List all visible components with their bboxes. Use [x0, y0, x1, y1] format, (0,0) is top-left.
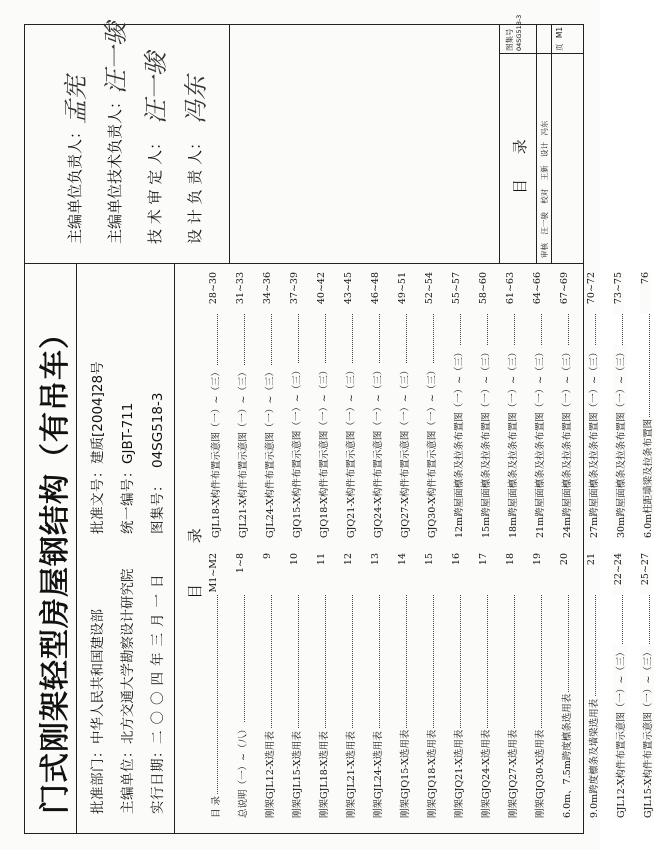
toc-entry [389, 553, 416, 818]
toc-entry [335, 272, 362, 538]
tb-atlas-value: 04SG518-3 [515, 14, 523, 51]
toc-entry-pages: 17 [478, 553, 489, 595]
toc-entry-pages: 73~75 [613, 272, 624, 314]
strip-col-line [499, 53, 584, 54]
strip-row-line [536, 24, 537, 264]
atlas-number [146, 393, 166, 534]
toc-entry-title: 18m跨屋面檩条及拉条布置图（一）~（三） [505, 345, 519, 538]
toc-left-column [200, 553, 659, 818]
strip-top-line [499, 24, 500, 264]
toc-entry-pages: 25~27 [640, 553, 651, 595]
signature-role: 技 术 审 定 人： [146, 134, 164, 244]
toc-entry-pages: 20 [559, 553, 570, 595]
toc-entry [200, 553, 227, 818]
toc-entry-pages: 11 [316, 553, 327, 595]
toc-entry-title: 6.0m柱距墙梁及拉条布置图 [640, 417, 654, 538]
toc-entry-title: GJQ18-X构件布置示意图（一）~（三） [316, 364, 330, 538]
toc-entry [308, 272, 335, 538]
toc-entry-title: 刚架GJQ24-X选用表 [478, 728, 492, 818]
toc-entry-pages: 49~51 [397, 272, 408, 314]
toc-entry-title: 刚架GJL15-X选用表 [289, 729, 303, 818]
effective-date-label: 实行日期： [150, 744, 166, 814]
atlas-number-value: 04SG518-3 [150, 392, 166, 468]
tb-page-label: 页 [555, 43, 564, 51]
toc-entry-pages: 31~33 [235, 272, 246, 314]
toc-entry [470, 272, 497, 538]
toc-entry [443, 553, 470, 818]
toc-entry [605, 553, 632, 818]
toc-entry-pages: 61~63 [505, 272, 516, 314]
toc-entry-title: GJQ30-X构件布置示意图（一）~（三） [424, 364, 438, 538]
signature-row [102, 22, 130, 244]
toc-entry-pages: 55~57 [451, 272, 462, 314]
toc-entry-title: GJQ24-X构件布置示意图（一）~（三） [370, 364, 384, 538]
toc-entry-title: 15m跨屋面檩条及拉条布置图（一）~（三） [478, 345, 492, 538]
toc-entry [551, 553, 578, 818]
toc-entry-pages: 18 [505, 553, 516, 595]
approval-doc [86, 361, 106, 534]
approval-doc-value: 建质[2004]28号 [90, 361, 106, 464]
toc-entry-title: 刚架GJQ15-X选用表 [397, 728, 411, 818]
toc-entry-pages: 19 [532, 553, 543, 595]
signature-row [62, 44, 90, 244]
toc-entry-title: GJQ27-X构件布置示意图（一）~（三） [397, 364, 411, 538]
toc-entry [281, 272, 308, 538]
toc-entry [335, 553, 362, 818]
toc-entry [416, 272, 443, 538]
approval-dept-label: 批准部门： [90, 744, 106, 814]
unified-code-value: GJBT-711 [120, 402, 136, 464]
toc-entry-pages: 21 [586, 553, 597, 595]
toc-entry-pages: 34~36 [262, 272, 273, 314]
toc-entry-pages: 16 [451, 553, 462, 595]
atlas-number-label: 图集号： [150, 478, 166, 534]
signature-row [142, 44, 170, 244]
toc-entry [497, 553, 524, 818]
title-block-review [539, 121, 550, 258]
toc-entry-title: 刚架GJL24-X选用表 [370, 729, 384, 818]
toc-entry-title: GJQ21-X构件布置示意图（一）~（三） [343, 364, 357, 538]
toc-entry-pages: 13 [370, 553, 381, 595]
toc-entry [362, 272, 389, 538]
approval-dept-value: 中华人民共和国建设部 [90, 609, 106, 744]
toc-entry [578, 272, 605, 538]
unified-code-label: 统一编号： [120, 464, 136, 534]
toc-entry-pages: 37~39 [289, 272, 300, 314]
toc-entry [497, 272, 524, 538]
approval-doc-label: 批准文号： [90, 464, 106, 534]
toc-entry [632, 553, 659, 818]
toc-entry [470, 553, 497, 818]
toc-entry-pages: 1~8 [235, 553, 246, 595]
handwritten-signature: 冯东 [182, 76, 210, 124]
handwritten-signature: 汪一骏 [142, 52, 170, 124]
title-block-atlas [504, 15, 523, 51]
toc-heading: 目 录 [186, 510, 204, 599]
strip-row-line-2 [551, 24, 552, 264]
toc-entry-pages: 52~54 [424, 272, 435, 314]
toc-entry-pages: M1~M2 [208, 553, 219, 595]
toc-entry [227, 272, 254, 538]
toc-entry-title: GJL21-X构件布置示意图（一）~（三） [235, 365, 249, 538]
toc-entry-pages: 43~45 [343, 272, 354, 314]
toc-entry-pages: 9 [262, 553, 273, 595]
signature-column-divider [24, 263, 584, 264]
tb-page-value: M1 [555, 26, 564, 39]
signature-role: 主编单位负责人： [66, 123, 84, 244]
toc-entry-title: GJL12-X构件布置示意图（一）~（三） [613, 645, 627, 818]
main-title: 门式刚架轻型房屋钢结构（有吊车） [38, 318, 73, 814]
toc-entry-pages: 12 [343, 553, 354, 595]
toc-right-column [200, 272, 659, 538]
toc-entry [362, 553, 389, 818]
editor-unit [116, 569, 136, 815]
review-name: 汪一骏 [540, 212, 549, 235]
toc-entry-title: GJL18-X构件布置示意图（一）~（三） [208, 365, 222, 538]
review-label: 审核 [540, 243, 549, 258]
toc-entry-pages: 76 [640, 272, 651, 314]
design-name: 冯东 [540, 120, 549, 136]
toc-entry-title: 9.0m跨度檩条及墙梁选用表 [586, 697, 600, 818]
toc-entry-title: 刚架GJQ27-X选用表 [505, 728, 519, 818]
toc-entry [254, 553, 281, 818]
design-label: 设计 [540, 141, 549, 157]
toc-entry [524, 553, 551, 818]
toc-entry-title: 27m跨屋面檩条及拉条布置图（一）~（三） [586, 345, 600, 538]
handwritten-signature: 孟宪 [62, 76, 90, 124]
toc-entry-title: GJL15-X构件布置示意图（一）~（三） [640, 645, 654, 818]
toc-entry [227, 553, 254, 818]
signature-bottom-line [229, 24, 230, 264]
check-name: 王新 [540, 165, 549, 181]
handwritten-signature: 汪一骏 [102, 22, 130, 94]
toc-entry [416, 553, 443, 818]
toc-entry [281, 553, 308, 818]
unified-code [116, 403, 136, 534]
toc-entry-title: 刚架GJL12-X选用表 [262, 729, 276, 818]
editor-unit-value: 北方交通大学勘察设计研究院 [120, 568, 136, 744]
toc-entry [308, 553, 335, 818]
toc-entry-pages: 46~48 [370, 272, 381, 314]
toc-entry-title: GJQ15-X构件布置示意图（一）~（三） [289, 364, 303, 538]
toc-entry [551, 272, 578, 538]
editor-unit-label: 主编单位： [120, 744, 136, 814]
toc-entry-title: GJL24-X构件布置示意图（一）~（三） [262, 365, 276, 538]
tb-atlas-label: 图集号 [505, 28, 514, 51]
toc-entry-pages: 15 [424, 553, 435, 595]
toc-entry-pages: 28~30 [208, 272, 219, 314]
toc-entry [632, 272, 659, 538]
toc-entry-pages: 22~24 [613, 553, 624, 595]
effective-date [146, 569, 166, 815]
header-bottom-line [174, 264, 175, 834]
toc-entry [605, 272, 632, 538]
approval-dept [86, 609, 106, 814]
toc-entry-title: 21m跨屋面檩条及拉条布置图（一）~（三） [532, 345, 546, 538]
toc-entry-pages: 14 [397, 553, 408, 595]
toc-entry-title: 30m跨屋面檩条及拉条布置图（一）~（三） [613, 345, 627, 538]
toc-entry [389, 272, 416, 538]
toc-entry-pages: 58~60 [478, 272, 489, 314]
toc-entry [524, 272, 551, 538]
title-block-heading: 目 录 [511, 129, 529, 194]
toc-entry-title: 12m跨屋面檩条及拉条布置图（一）~（三） [451, 345, 465, 538]
toc-entry [200, 272, 227, 538]
toc-entry-pages: 70~72 [586, 272, 597, 314]
toc-entry-title: 刚架GJQ18-X选用表 [424, 728, 438, 818]
toc-entry-pages: 64~66 [532, 272, 543, 314]
toc-entry-title: 目 录 [208, 794, 222, 818]
toc-entry-title: 24m跨屋面檩条及拉条布置图（一）~（三） [559, 345, 573, 538]
toc-entry-title: 刚架GJQ21-X选用表 [451, 728, 465, 818]
toc-entry-pages: 67~69 [559, 272, 570, 314]
toc-entry-title: 刚架GJL18-X选用表 [316, 729, 330, 818]
signature-row [182, 44, 210, 244]
toc-entry-pages: 10 [289, 553, 300, 595]
toc-entry [254, 272, 281, 538]
title-block-page [554, 27, 565, 51]
toc-entry-title: 总说明（一）~（八） [235, 723, 249, 818]
toc-entry-pages: 40~42 [316, 272, 327, 314]
toc-entry [443, 272, 470, 538]
toc-entry [578, 553, 605, 818]
title-divider-line [76, 264, 77, 834]
signature-role: 设 计 负 责 人： [186, 134, 204, 244]
rotated-cover-sheet [24, 14, 654, 834]
check-label: 校对 [540, 188, 549, 204]
toc-entry-title: 刚架GJL21-X选用表 [343, 729, 357, 818]
toc-entry-title: 刚架GJQ30-X选用表 [532, 728, 546, 818]
toc-entry-title: 6.0m、7.5m跨度檩条选用表 [559, 692, 573, 818]
signature-role: 主编单位技术负责人： [106, 93, 124, 244]
effective-date-value: 二〇〇四年三月一日 [150, 568, 166, 744]
